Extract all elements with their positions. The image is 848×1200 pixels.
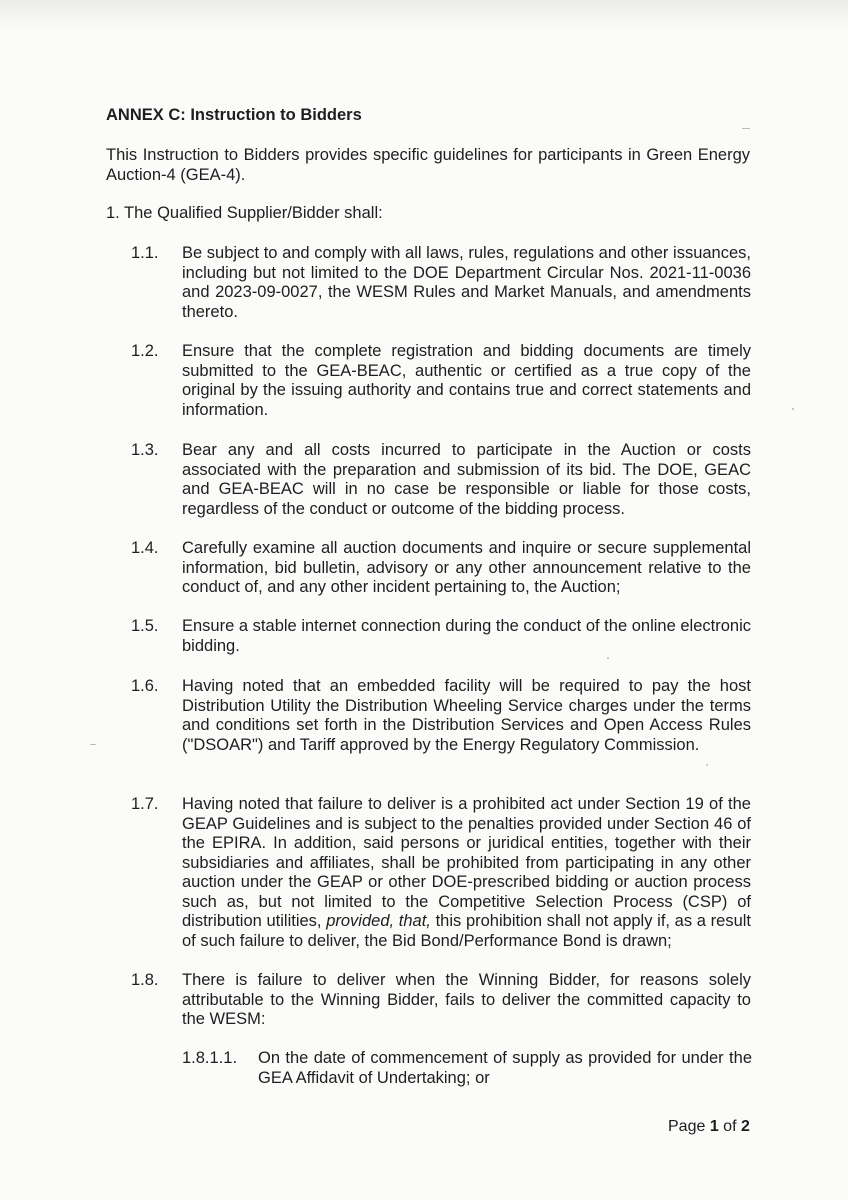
clause-number: 1.5. (131, 617, 159, 635)
scan-speck (706, 764, 708, 766)
scan-speck (90, 744, 96, 745)
scan-speck (792, 408, 794, 410)
list-lead-in: 1. The Qualified Supplier/Bidder shall: (106, 204, 383, 222)
clause-number: 1.4. (131, 539, 159, 557)
clause-text: Ensure a stable internet connection during the conduct of the online electronic bidding. (182, 617, 751, 655)
clause-text-part: this prohibition shall not apply if, as a result of such failure to deliver, the Bid Bond/Performance Bond is drawn; (182, 912, 752, 950)
clause-1-4 (131, 539, 751, 598)
scan-edge-shadow (0, 0, 848, 30)
clause-1-8 (131, 971, 751, 1030)
clause-text: Having noted that an embedded facility will be required to pay the host Distribution Utility the Distribution Wheeling Service charges under the terms and conditions set forth in the Distribution Services and Open Access Rules ("DSOAR") and Tariff approved by the Energy Regulatory Commission. (182, 677, 751, 754)
annex-title: ANNEX C: Instruction to Bidders (106, 106, 362, 124)
scan-speck (742, 128, 750, 129)
clause-1-7 (131, 795, 751, 951)
clause-text: There is failure to deliver when the Winning Bidder, for reasons solely attributable to the Winning Bidder, fails to deliver the committed capacity to the WESM: (182, 971, 751, 1028)
scan-speck (607, 657, 609, 659)
intro-paragraph: This Instruction to Bidders provides specific guidelines for participants in Green Energy Auction-4 (GEA-4). (106, 146, 750, 184)
clause-text-italic: provided, that, (326, 912, 431, 930)
clause-text (182, 795, 751, 951)
clause-number: 1.7. (131, 795, 159, 813)
clause-1-6 (131, 677, 751, 755)
clause-text-part: Having noted that failure to deliver is a prohibited act under Section 19 of the GEAP Guidelines and is subject to the penalties provided under Section 46 of the EPIRA. In addition, said persons or juridical entities, together with their subsidiaries and affiliates, shall be prohibited from participating in any other auction under the GEAP or other DOE-prescribed bidding or auction process such as, but not limited to the Competitive Selection Process (CSP) of distribution utilities, (182, 795, 751, 930)
clause-number: 1.8.1.1. (182, 1049, 238, 1067)
clause-text: On the date of commencement of supply as provided for under the GEA Affidavit of Undertaking; or (258, 1049, 752, 1087)
clause-text: Ensure that the complete registration and bidding documents are timely submitted to the GEA-BEAC, authentic or certified as a true copy of the original by the issuing authority and contains true and correct statements and information. (182, 342, 751, 419)
clause-text: Carefully examine all auction documents and inquire or secure supplemental information, bid bulletin, advisory or any other announcement relative to the conduct of, and any other incident pertaining to, the Auction; (182, 539, 751, 596)
clause-number: 1.8. (131, 971, 159, 989)
clause-1-2 (131, 342, 751, 420)
clause-number: 1.3. (131, 441, 159, 459)
clause-1-8-1-1 (182, 1049, 752, 1088)
clause-1-1 (131, 244, 751, 322)
clause-number: 1.2. (131, 342, 159, 360)
clause-1-3 (131, 441, 751, 519)
clause-text: Be subject to and comply with all laws, rules, regulations and other issuances, including but not limited to the DOE Department Circular Nos. 2021-11-0036 and 2023-09-0027, the WESM Rules and Market Manuals, and amendments thereto. (182, 244, 751, 321)
clause-1-5 (131, 617, 751, 656)
clause-text: Bear any and all costs incurred to participate in the Auction or costs associated with the preparation and submission of its bid. The DOE, GEAC and GEA-BEAC will in no case be responsible or liable for those costs, regardless of the conduct or outcome of the bidding process. (182, 441, 751, 518)
clause-number: 1.1. (131, 244, 159, 262)
page-number: Page 1 of 2 (668, 1118, 750, 1135)
clause-number: 1.6. (131, 677, 159, 695)
